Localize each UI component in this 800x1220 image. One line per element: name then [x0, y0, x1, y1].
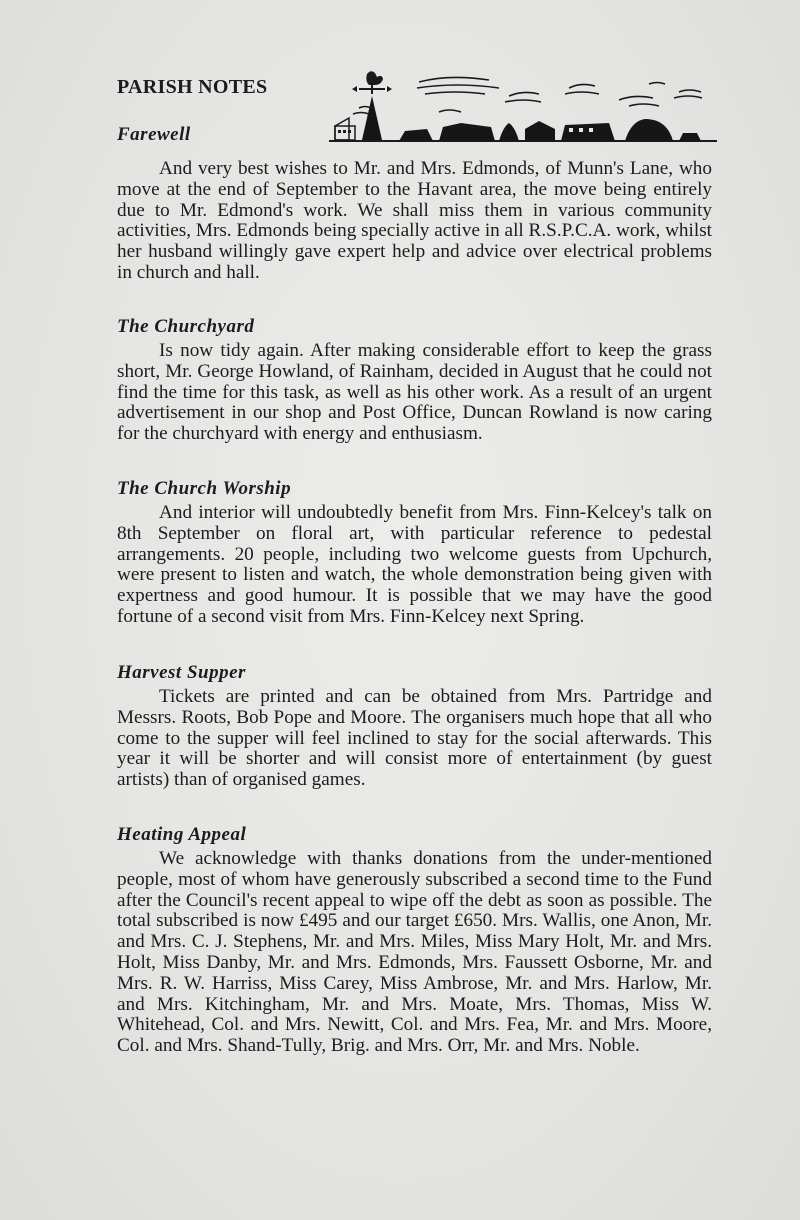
section-heading: Heating Appeal [117, 824, 247, 845]
section-heading: The Churchyard [117, 316, 255, 337]
section-body: Tickets are printed and can be obtained from Mrs. Partridge and Messrs. Roots, Bob Pope and Moore. The organisers much hope that all who come to the supper will feel inclined to stay for the social afterwards. This year it will be shorter and will consist more of entertainment (by guest artists) than of organised games. [117, 686, 712, 791]
section-heading: Harvest Supper [117, 662, 246, 683]
section-farewell [117, 124, 712, 284]
section-body: And interior will undoubtedly benefit from Mrs. Finn-Kelcey's talk on 8th September on floral art, with particular reference to pedestal arrangements. 20 people, including two welcome guests from Upchurch, were present to listen and watch, the whole demonstration being given with expertness and good humour. It is possible that we may have the good fortune of a second visit from Mrs. Finn-Kelcey next Spring. [117, 502, 712, 627]
section-body: Is now tidy again. After making considerable effort to keep the grass short, Mr. George Howland, of Rainham, decided in August that he could not find the time for this task, as well as his other work. As a result of an urgent advertisement in our shop and Post Office, Duncan Rowland is now caring for the churchyard with energy and enthusiasm. [117, 340, 712, 445]
flying-birds-icon [353, 77, 702, 114]
section-heading: The Church Worship [117, 478, 292, 499]
section-heading: Farewell [117, 124, 191, 145]
section-churchyard [117, 316, 712, 445]
page-title: PARISH NOTES [117, 76, 268, 98]
section-body: And very best wishes to Mr. and Mrs. Edmonds, of Munn's Lane, who move at the end of September to the Havant area, the move being entirely due to Mr. Edmond's work. We shall miss them in various community activities, Mrs. Edmonds being specially active in all R.S.P.C.A. work, whilst her husband willingly gave expert help and advice over electrical problems in church and hall. [117, 158, 712, 283]
section-heating-appeal [117, 824, 712, 1057]
section-harvest-supper [117, 662, 712, 791]
section-church-worship [117, 478, 712, 628]
section-body: We acknowledge with thanks donations from the under-mentioned people, most of whom have generously subscribed a second time to the Fund after the Council's recent appeal to wipe off the debt as soon as possible. The total subscribed is now £495 and our target £650. Mrs. Wallis, one Anon, Mr. and Mrs. C. J. Stephens, Mr. and Mrs. Miles, Miss Mary Holt, Mr. and Mrs. Holt, Miss Danby, Mr. and Mrs. Edmonds, Mrs. Faussett Osborne, Mr. and Mrs. R. W. Harriss, Miss Carey, Miss Ambrose, Mr. and Mrs. Harlow, Mr. and Mrs. Kitchingham, Mr. and Mrs. Moate, Mrs. Thomas, Miss W. Whitehead, Col. and Mrs. Newitt, Col. and Mrs. Fea, Mr. and Mrs. Moore, Col. and Mrs. Shand-Tully, Brig. and Mrs. Orr, Mr. and Mrs. Noble. [117, 848, 712, 1057]
weathercock-icon [352, 71, 392, 94]
